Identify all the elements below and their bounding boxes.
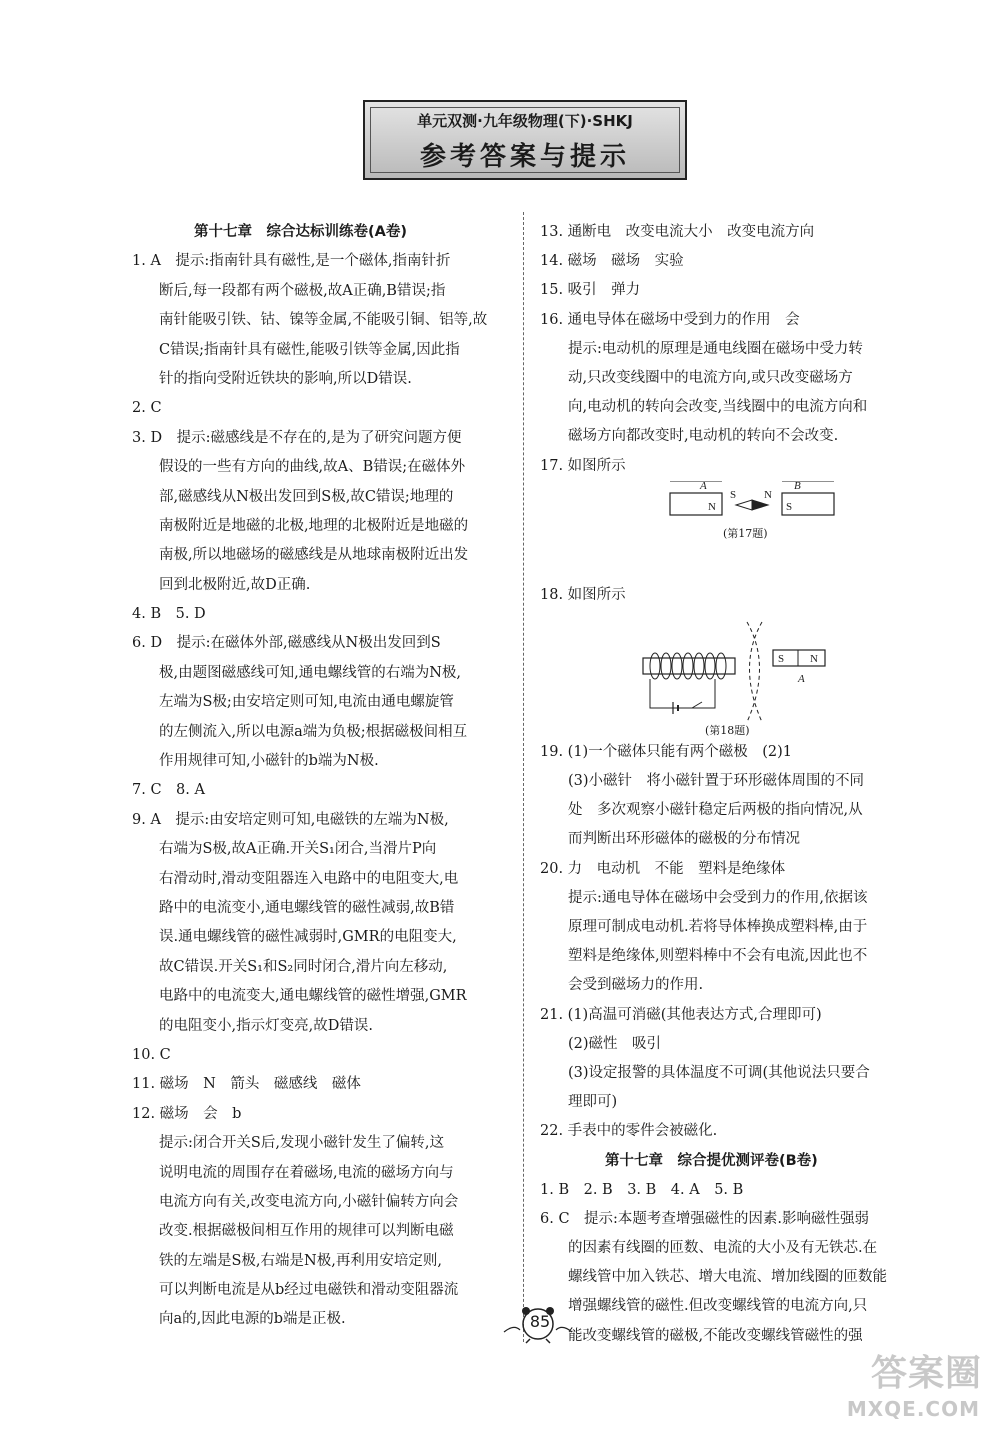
answer-line: 4. B 5. D [132, 606, 206, 623]
answer-line: 假设的一些有方向的曲线,故A、B错误;在磁体外 [159, 459, 466, 476]
answer-line: 电路中的电流变大,通电螺线管的磁性增强,GMR [159, 988, 467, 1005]
answer-line: 15. 吸引 弹力 [540, 282, 641, 299]
answer-line: 极,由题图磁感线可知,通电螺线管的右端为N极, [159, 664, 462, 681]
answer-line: 的左侧流入,所以电源a端为负极;根据磁极间相互 [159, 723, 468, 740]
left-column [132, 218, 522, 1335]
answer-line: 针的指向受附近铁块的影响,所以D错误. [159, 370, 412, 387]
answer-line: 左端为S极;由安培定则可知,电流由通电螺旋管 [159, 694, 454, 711]
watermark-url: MXQE.COM [846, 1397, 980, 1421]
watermark-logo-text: 答案圈 [870, 1353, 982, 1394]
answer-line: 能改变螺线管的磁极,不能改变螺线管磁性的强 [568, 1327, 863, 1344]
answer-line: 的因素有线圈的匝数、电流的大小及有无铁芯.在 [568, 1240, 878, 1257]
bar-magnet-n: N [810, 652, 818, 665]
answer-line: 1. B 2. B 3. B 4. A 5. B [540, 1181, 744, 1198]
answer-line: 回到北极附近,故D正确. [159, 576, 311, 593]
answer-line: 部,磁感线从N极出发回到S极,故C错误;地理的 [159, 488, 454, 505]
column-divider [523, 212, 524, 1342]
answer-line: 改变.根据磁极间相互作用的规律可以判断电磁 [159, 1223, 454, 1240]
right-column [540, 218, 940, 1351]
figure-17 [540, 481, 940, 581]
section-heading: 第十七章 综合提优测评卷(B卷) [605, 1152, 818, 1169]
answer-line: 南针能吸引铁、钴、镍等金属,不能吸引铜、铝等,故 [159, 312, 488, 329]
answer-line: 3. D 提示:磁感线是不存在的,是为了研究问题方便 [132, 429, 462, 446]
section-heading: 第十七章 综合达标训练卷(A卷) [194, 224, 407, 240]
field-line-right [750, 622, 763, 722]
answer-line: 会受到磁场力的作用. [568, 977, 704, 994]
answer-line: 9. A 提示:由安培定则可知,电磁铁的左端为N极, [132, 811, 449, 828]
answer-line: 14. 磁场 磁场 实验 [540, 253, 684, 270]
answer-line: 1. A 提示:指南针具有磁性,是一个磁体,指南针折 [132, 253, 451, 270]
answer-line: 17. 如图所示 [540, 457, 626, 474]
banner-subtitle: 单元双测·九年级物理(下)·SHKJ [417, 112, 633, 130]
answer-line: 路中的电流变小,通电螺线管的磁性减弱,故B错 [159, 899, 455, 916]
answer-line: 南极附近是地磁的北极,地理的北极附近是地磁的 [159, 517, 469, 534]
page-title: 参考答案与提示 [419, 142, 630, 172]
page-number: 85 [529, 1312, 551, 1331]
answer-line: 磁场方向都改变时,电动机的转向不会改变. [568, 428, 839, 445]
answer-line: 19. (1)一个磁体只能有两个磁极 (2)1 [540, 743, 792, 760]
answer-line: 增强螺线管的磁性.但改变螺线管的电流方向,只 [568, 1298, 868, 1315]
answer-line: 向,电动机的转向会改变,当线圈中的电流方向和 [568, 399, 868, 416]
circuit-wire [650, 679, 715, 708]
answer-line: 6. C 提示:本题考查增强磁性的因素.影响磁性强弱 [540, 1210, 870, 1227]
switch-lever [692, 702, 702, 708]
answer-line: 20. 力 电动机 不能 塑料是绝缘体 [540, 860, 786, 877]
answer-line: 原理可制成电动机.若将导体棒换成塑料棒,由于 [568, 919, 868, 935]
answer-line: 理即可) [568, 1094, 618, 1111]
answer-line: 16. 通电导体在磁场中受到力的作用 会 [540, 311, 800, 328]
magnet-b-pole: S [786, 500, 793, 513]
figure-18-caption: (第18题) [705, 723, 750, 737]
needle-south-half [736, 500, 752, 510]
solenoid-core [643, 658, 735, 674]
bar-magnet-s: S [778, 652, 785, 665]
coil-turn [705, 653, 715, 679]
answer-line: 断后,每一段都有两个磁极,故A正确,B错误;指 [159, 282, 446, 299]
answer-line: 11. 磁场 N 箭头 磁感线 磁体 [132, 1076, 361, 1093]
answer-line: 13. 通断电 改变电流大小 改变电流方向 [540, 224, 815, 240]
answer-line: 右滑动时,滑动变阻器连入电路中的电阻变大,电 [159, 870, 459, 887]
answer-line: 10. C [132, 1046, 171, 1063]
answer-line: 南极,所以地磁场的磁感线是从地球南极附近出发 [159, 547, 469, 564]
answer-line: C错误;指南针具有磁性,能吸引铁等金属,因此指 [159, 341, 460, 358]
answer-line: 电流方向有关,改变电流方向,小磁针偏转方向会 [159, 1193, 459, 1210]
coil-turn [672, 653, 682, 679]
figure-18 [540, 610, 940, 738]
answer-line: (3)小磁针 将小磁针置于环形磁体周围的不同 [568, 773, 865, 790]
answer-line: 螺线管中加入铁芯、增大电流、增加线圈的匝数能 [568, 1269, 887, 1286]
answer-line: 12. 磁场 会 b [132, 1105, 242, 1122]
answer-line: 提示:电动机的原理是通电线圈在磁场中受力转 [568, 340, 863, 357]
coil-turn [683, 653, 693, 679]
answer-line: 动,只改变线圈中的电流方向,或只改变磁场方 [568, 369, 853, 386]
answer-line: 误.通电螺线管的磁性减弱时,GMR的电阻变大, [159, 929, 457, 946]
magnet-a-label: A [700, 480, 707, 492]
bar-magnet-label: A [798, 672, 805, 685]
magnet-a-pole: N [708, 500, 716, 513]
answer-line: 铁的左端是S极,右端是N极,再利用安培定则, [159, 1252, 442, 1269]
answer-line: 而判断出环形磁体的磁极的分布情况 [568, 831, 800, 848]
answer-line: 的电阻变小,指示灯变亮,故D错误. [159, 1017, 373, 1034]
magnet-b-label: B [794, 480, 801, 492]
needle-n-label: N [764, 488, 772, 501]
needle-s-label: S [730, 488, 737, 501]
answer-line: 21. (1)高温可消磁(其他表达方式,合理即可) [540, 1006, 822, 1023]
answer-line: 右端为S极,故A正确.开关S₁闭合,当滑片P向 [159, 841, 437, 858]
answer-line: 7. C 8. A [132, 782, 205, 799]
field-line-left [747, 622, 760, 722]
site-watermark [790, 1345, 990, 1425]
coil-turn [650, 653, 660, 679]
coil-turn [716, 653, 726, 679]
figure-18-drawing [540, 610, 940, 738]
title-banner [363, 100, 687, 180]
answer-line: 处 多次观察小磁针稳定后两极的指向情况,从 [568, 802, 863, 819]
answer-line: 提示:通电导体在磁场中会受到力的作用,依据该 [568, 889, 868, 906]
answer-line: 18. 如图所示 [540, 586, 626, 603]
answer-line: 塑料是绝缘体,则塑料棒中不会有电流,因此也不 [568, 948, 868, 965]
answer-line: (3)设定报警的具体温度不可调(其他说法只要合 [568, 1064, 870, 1081]
answer-line: 6. D 提示:在磁体外部,磁感线从N极出发回到S [132, 635, 441, 652]
answer-line: 说明电流的周围存在着磁场,电流的磁场方向与 [159, 1164, 454, 1181]
answer-line: 提示:闭合开关S后,发现小磁针发生了偏转,这 [159, 1135, 445, 1152]
coil-turn [694, 653, 704, 679]
answer-line: 故C错误.开关S₁和S₂同时闭合,滑片向左移动, [159, 958, 448, 975]
answer-line: 可以判断电流是从b经过电磁铁和滑动变阻器流 [159, 1282, 459, 1299]
answer-line: 22. 手表中的零件会被磁化. [540, 1123, 718, 1140]
needle-north-half [752, 500, 768, 510]
answer-line: 作用规律可知,小磁针的b端为N极. [159, 753, 379, 770]
coil-turn [661, 653, 671, 679]
figure-17-caption: (第17题) [723, 526, 768, 540]
answer-line: 2. C [132, 400, 162, 417]
answer-line: 向a的,因此电源的b端是正极. [159, 1311, 346, 1328]
answer-line: (2)磁性 吸引 [568, 1035, 662, 1052]
